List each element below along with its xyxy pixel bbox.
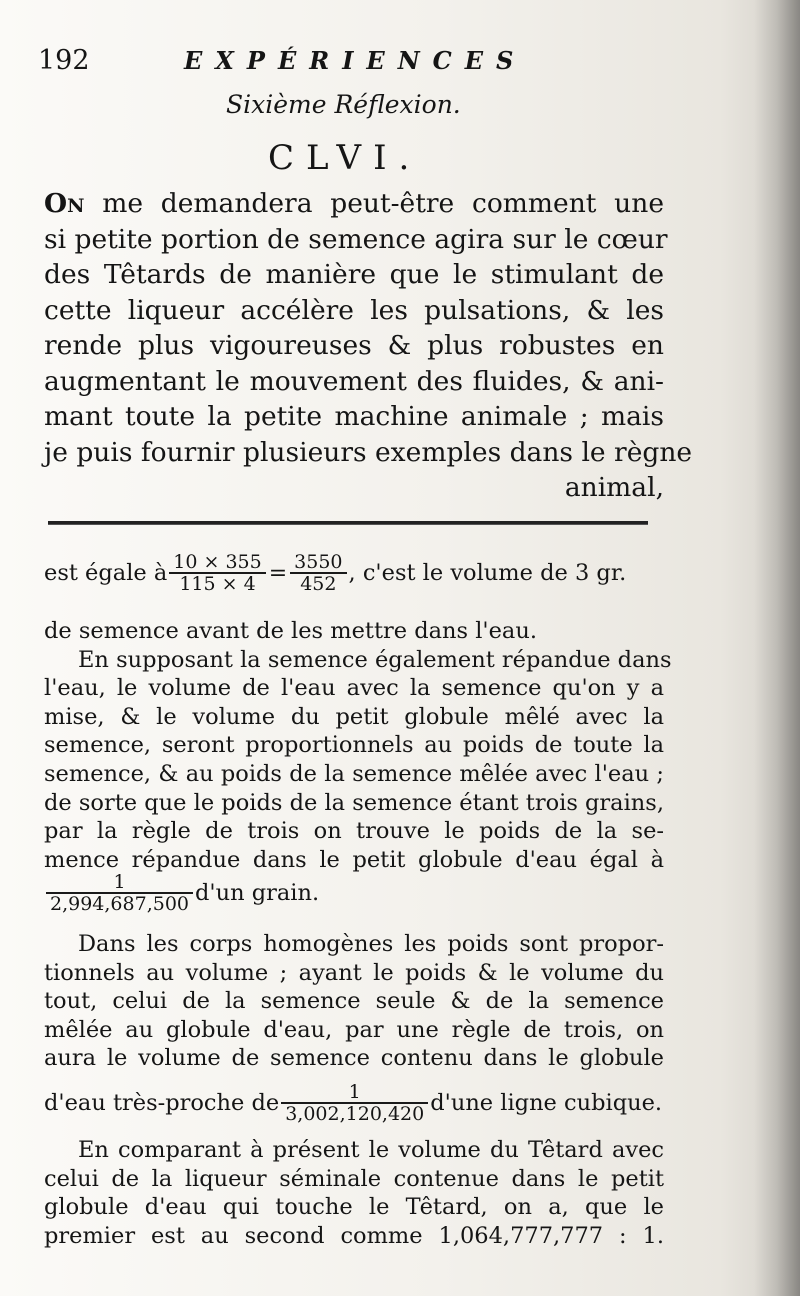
note-line: tout, celui de la semence seule & de la semence bbox=[44, 988, 664, 1015]
main-line: On me demandera peut-être comment une bbox=[44, 188, 664, 219]
main-line: cette liqueur accélère les pulsations, & les bbox=[44, 294, 664, 326]
fraction: $\frac{3550}{452}$ bbox=[290, 552, 346, 594]
note-paragraph bbox=[44, 617, 672, 874]
main-line: rende plus vigoureuses & plus robustes en bbox=[44, 330, 664, 361]
note-line: mise, & le volume du petit globule mêlé avec la bbox=[44, 703, 664, 730]
note-line: mêlée au globule d'eau, par une règle de trois, on bbox=[44, 1016, 664, 1043]
main-last-line: animal, bbox=[564, 472, 664, 503]
note-line: l'eau, le volume de l'eau avec la semence qu'on y a bbox=[44, 675, 664, 702]
note-paragraph bbox=[44, 1136, 664, 1250]
footnote-rule bbox=[48, 521, 648, 525]
main-line: si petite portion de semence agira sur le cœur bbox=[44, 223, 668, 255]
formula-weight: $\frac{1}{2,994,687,500}$ d'un grain. bbox=[44, 872, 319, 914]
note-line: de semence avant de les mettre dans l'eau. bbox=[44, 618, 537, 644]
fraction: $\frac{1}{3,002,120,420}$ bbox=[281, 1082, 428, 1124]
running-head bbox=[38, 44, 638, 80]
note-line: mence répandue dans le petit globule d'eau égal à bbox=[44, 846, 664, 873]
note-line: Dans les corps homogènes les poids sont propor- bbox=[78, 931, 664, 957]
reflexion-title: Sixième Réflexion. bbox=[226, 90, 461, 119]
note-line: semence, seront proportionnels au poids de toute la bbox=[44, 732, 664, 759]
main-line: mant toute la petite machine animale ; mais bbox=[44, 401, 664, 432]
note-line: celui de la liqueur séminale contenue dans le petit bbox=[44, 1165, 664, 1192]
note-line: par la règle de trois on trouve le poids de la se- bbox=[44, 818, 664, 845]
note-line: semence, & au poids de la semence mêlée avec l'eau ; bbox=[44, 760, 664, 787]
main-paragraph bbox=[44, 186, 693, 506]
note-line: globule d'eau qui touche le Têtard, on a, que le bbox=[44, 1194, 664, 1221]
initial-word: On bbox=[44, 188, 85, 219]
section-number: CLVI. bbox=[268, 138, 422, 178]
page-number: 192 bbox=[38, 45, 90, 76]
note-line: premier est au second comme 1,064,777,777 : 1. bbox=[44, 1222, 664, 1249]
note-paragraph bbox=[44, 930, 664, 1073]
note-line: En supposant la semence également répandue dans bbox=[78, 646, 672, 673]
formula-volume-semence: d'eau très-proche de $\frac{1}{3,002,120,420}$ d'une ligne cubique. bbox=[44, 1081, 663, 1125]
fraction: $\frac{1}{2,994,687,500}$ bbox=[46, 872, 193, 914]
main-line: des Têtards de manière que le stimulant de bbox=[44, 259, 664, 290]
note-line: de sorte que le poids de la semence étant trois grains, bbox=[44, 789, 664, 816]
note-line: tionnels au volume ; ayant le poids & le volume du bbox=[44, 959, 664, 986]
running-title: EXPÉRIENCES bbox=[184, 46, 527, 75]
fraction: $\frac{10 \times 355}{115 \times 4}$ bbox=[169, 552, 265, 594]
formula-volume: est égale à $\frac{10 \times 355}{115 \times 4}$ = $\frac{3550}{452}$ , c'est le volume de 3 gr. bbox=[44, 551, 627, 595]
page-edge-shadow bbox=[754, 0, 800, 1296]
note-line: aura le volume de semence contenu dans le globule bbox=[44, 1045, 664, 1072]
main-line: augmentant le mouvement des fluides, & ani- bbox=[44, 365, 664, 397]
main-line: je puis fournir plusieurs exemples dans le règne bbox=[44, 436, 693, 468]
note-line: En comparant à présent le volume du Têtard avec bbox=[78, 1137, 664, 1163]
